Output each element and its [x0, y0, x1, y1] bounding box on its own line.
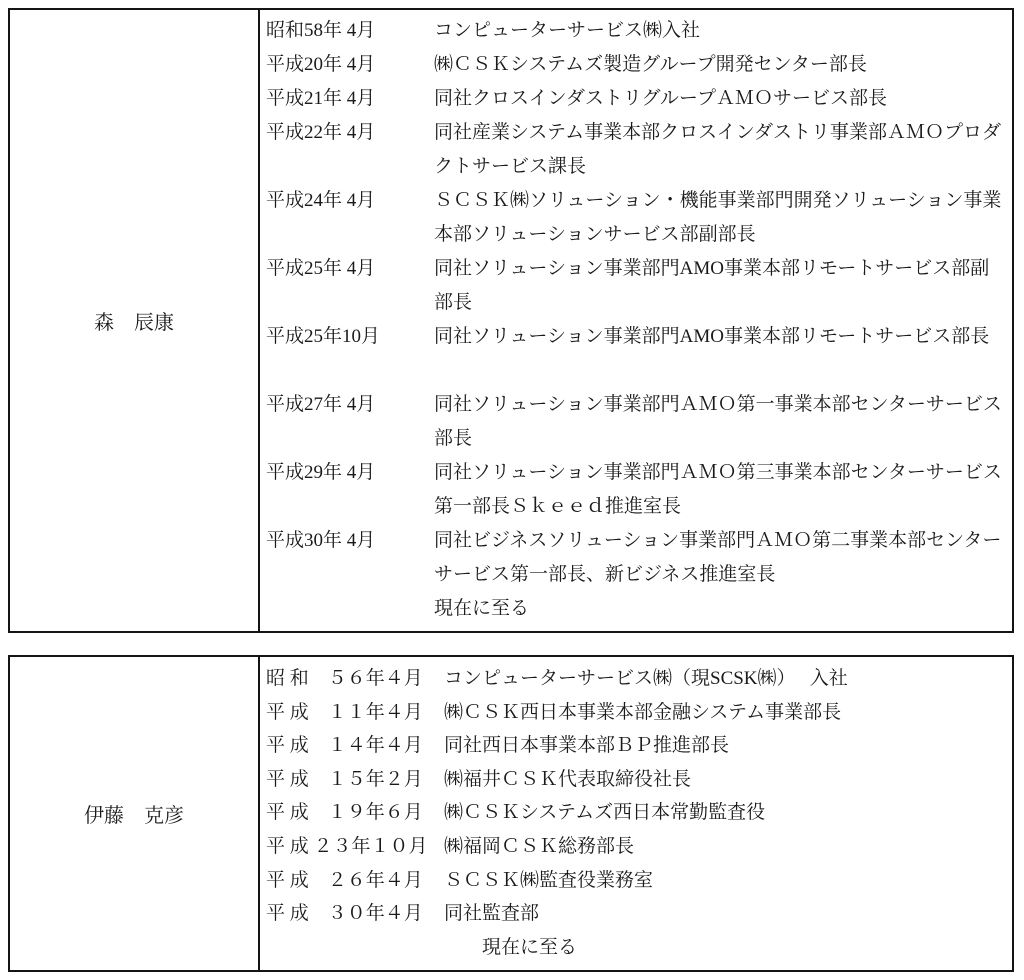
entry-line: 同社監査部 [444, 903, 540, 925]
history-entry [266, 354, 1012, 388]
person-name: 森 辰康 [94, 312, 174, 334]
entry-line: サービス第一部長、新ビジネス推進室長 [434, 564, 776, 585]
history-entry [266, 320, 1012, 354]
history-entry [266, 82, 1012, 116]
entry-date: 平成20年 4月 [266, 54, 376, 75]
entry-date: 平成29年 4月 [266, 462, 376, 483]
entry-line: ＳＣＳＫ㈱監査役業務室 [444, 869, 654, 891]
entry-line [434, 354, 1012, 388]
entry-line: 現在に至る [434, 598, 530, 619]
history-entry [266, 388, 1012, 456]
entry-line: 同社ソリューション事業部門AMO事業本部リモートサービス部長 [434, 326, 990, 347]
entry-text [434, 592, 1012, 626]
career-history-table-2 [8, 655, 1014, 972]
entry-line: コンピューターサービス㈱入社 [434, 20, 701, 41]
entry-line: 同社西日本事業本部ＢＰ推進部長 [444, 735, 730, 757]
entry-text [434, 320, 1012, 354]
history-entry [266, 252, 1012, 320]
name-cell [10, 10, 260, 631]
history-entry [266, 592, 1012, 626]
person-name: 伊藤 克彦 [84, 805, 184, 827]
history-entry [266, 897, 1012, 931]
entry-text [444, 897, 1012, 931]
entry-text [434, 14, 1012, 48]
history-entry [266, 14, 1012, 48]
entry-date [266, 931, 444, 965]
entry-line: 部長 [434, 428, 473, 449]
entry-text [434, 82, 1012, 116]
entry-text [444, 763, 1012, 797]
entry-date: 平 成 ３０年４月 [266, 903, 423, 925]
history-entry [266, 456, 1012, 524]
history-entry [266, 524, 1012, 592]
entry-date: 平 成 １５年２月 [266, 768, 423, 790]
entry-text [444, 696, 1012, 730]
entry-line: ㈱福井ＣＳＫ代表取締役社長 [444, 768, 692, 790]
entry-date [266, 354, 434, 388]
entry-line: ㈱ＣＳＫシステムズ製造グループ開発センター部長 [434, 54, 867, 75]
history-entry [266, 796, 1012, 830]
history-entry [266, 662, 1012, 696]
entry-text [444, 931, 1012, 965]
entry-line: 同社クロスインダストリグループＡＭＯサービス部長 [434, 88, 887, 109]
entry-line: ㈱ＣＳＫ西日本事業本部金融システム事業部長 [444, 701, 842, 723]
entry-date: 平成24年 4月 [266, 190, 376, 211]
entry-date: 平成22年 4月 [266, 122, 376, 143]
entry-text [444, 662, 1012, 696]
entry-text [444, 864, 1012, 898]
entry-date: 平成21年 4月 [266, 88, 376, 109]
entry-text [434, 252, 1012, 320]
name-cell [10, 657, 260, 970]
entry-line: 同社ビジネスソリューション事業部門ＡＭＯ第二事業本部センター [434, 530, 1002, 551]
entry-date: 平 成 １４年４月 [266, 735, 423, 757]
history-entry [266, 763, 1012, 797]
entry-line: ＳＣＳＫ㈱ソリューション・機能事業部門開発ソリューション事業 [434, 190, 1002, 211]
entry-line: 部長 [434, 292, 473, 313]
entry-line: 現在に至る [444, 936, 578, 958]
entry-line: ㈱ＣＳＫシステムズ西日本常勤監査役 [444, 802, 766, 824]
entry-date: 平成30年 4月 [266, 530, 376, 551]
entry-date: 平成25年 4月 [266, 258, 376, 279]
entry-line: 同社産業システム事業本部クロスインダストリ事業部ＡＭＯプロダ [434, 122, 1001, 143]
entry-line: 本部ソリューションサービス部副部長 [434, 224, 756, 245]
history-entry [266, 729, 1012, 763]
entry-date: 平成25年10月 [266, 326, 381, 347]
history-cell [260, 657, 1012, 970]
entry-text [434, 354, 1012, 388]
entry-line: クトサービス課長 [434, 156, 587, 177]
history-entry [266, 830, 1012, 864]
entry-date: 平成27年 4月 [266, 394, 376, 415]
entry-text [434, 456, 1012, 524]
entry-line: 同社ソリューション事業部門ＡＭＯ第一事業本部センターサービス [434, 394, 1002, 415]
history-entry [266, 48, 1012, 82]
entry-line: コンピューターサービス㈱（現SCSK㈱） 入社 [444, 668, 848, 689]
entry-line: 同社ソリューション事業部門AMO事業本部リモートサービス部副 [434, 258, 990, 279]
entry-text [434, 184, 1012, 252]
entry-text [444, 729, 1012, 763]
entry-date: 昭 和 ５６年４月 [266, 668, 423, 689]
entry-line: 第一部長Ｓｋｅｅｄ推進室長 [434, 496, 682, 517]
entry-date: 昭和58年 4月 [266, 20, 376, 41]
history-entry [266, 696, 1012, 730]
entry-date [266, 592, 434, 626]
entry-text [444, 830, 1012, 864]
entry-text [444, 796, 1012, 830]
history-entry [266, 864, 1012, 898]
history-entry [266, 184, 1012, 252]
entry-line: ㈱福岡ＣＳＫ総務部長 [444, 835, 635, 857]
entry-date: 平 成 １１年４月 [266, 701, 423, 723]
entry-date: 平 成 ２３年１０月 [266, 835, 428, 857]
history-entry [266, 116, 1012, 184]
entry-line: 同社ソリューション事業部門ＡＭＯ第三事業本部センターサービス [434, 462, 1002, 483]
entry-date: 平 成 １９年６月 [266, 802, 423, 824]
history-entry [266, 931, 1012, 965]
entry-text [434, 524, 1012, 592]
entry-text [434, 48, 1012, 82]
history-cell [260, 10, 1012, 631]
entry-text [434, 116, 1012, 184]
entry-date: 平 成 ２６年４月 [266, 869, 423, 891]
career-history-table-1 [8, 8, 1014, 633]
entry-text [434, 388, 1012, 456]
